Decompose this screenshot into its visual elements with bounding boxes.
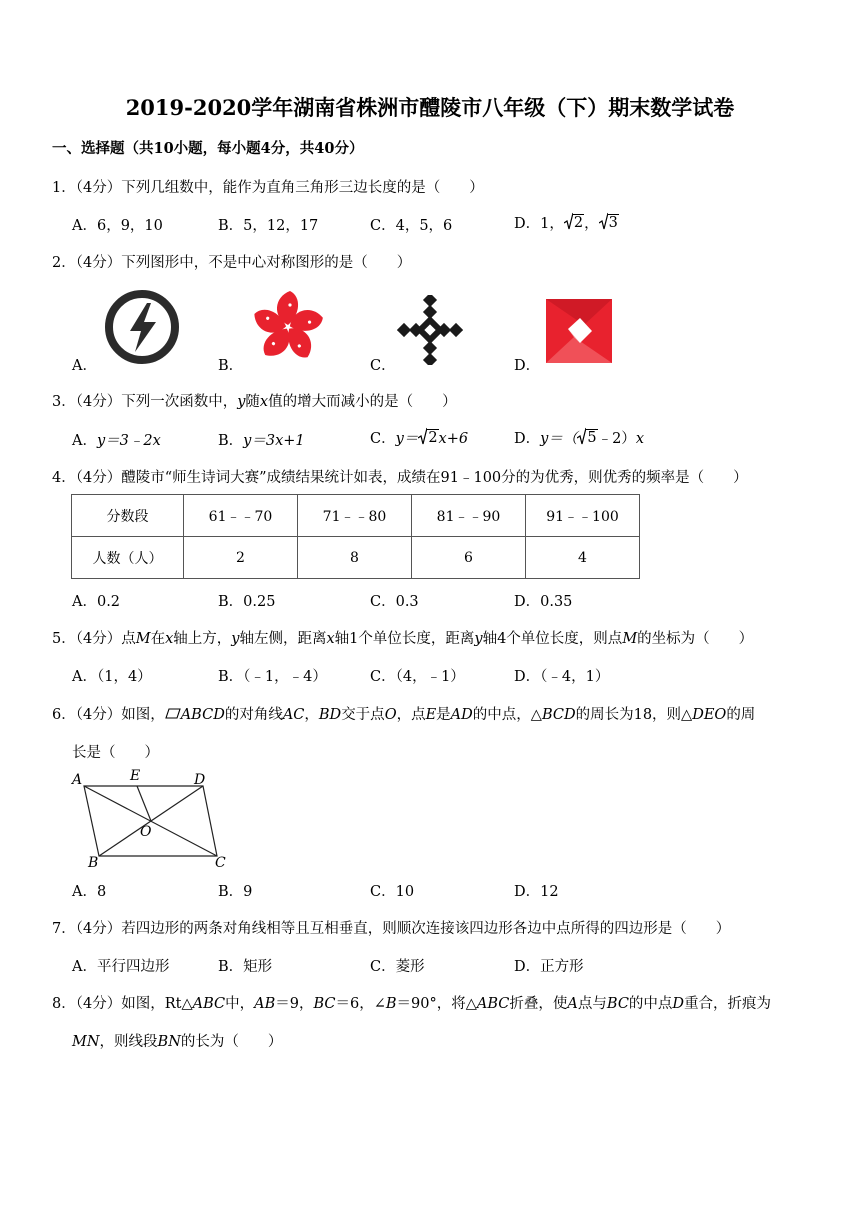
question-2-stem: 2．（4分）下列图形中，不是中心对称图形的是（ ） — [52, 255, 412, 271]
q2-option-a: A． — [72, 358, 97, 374]
table-cell: 61﹣﹣70 — [184, 495, 298, 537]
label-e: E — [130, 768, 141, 784]
question-7-stem: 7．（4分）若四边形的两条对角线相等且互相垂直，则顺次连接该四边形各边中点所得的四边形是（ ） — [52, 921, 731, 937]
label-d: D — [194, 772, 206, 788]
q1-option-c: C．4，5，6 — [370, 218, 453, 234]
label-b: B — [88, 855, 99, 870]
label-a: A — [72, 772, 83, 788]
table-cell: 8 — [298, 537, 412, 579]
q6-option-c: C．10 — [370, 884, 415, 900]
red-square-icon — [546, 299, 612, 363]
q3-option-d: D．y＝（ 5 ﹣2）x — [514, 430, 644, 447]
diamond-cross-icon — [397, 295, 463, 365]
question-8-stem-line2: MN，则线段BN的长为（ ） — [72, 1034, 283, 1050]
parallelogram-figure — [70, 764, 235, 870]
q6-option-a: A．8 — [72, 884, 107, 900]
q1-option-b: B．5，12，17 — [218, 218, 319, 234]
table-cell: 81﹣﹣90 — [412, 495, 526, 537]
table-cell: 人数（人） — [72, 537, 184, 579]
q7-option-b: B．矩形 — [218, 959, 273, 975]
label-o: O — [140, 824, 152, 840]
q5-option-c: C．（4，﹣1） — [370, 669, 465, 685]
table-cell: 91﹣﹣100 — [526, 495, 640, 537]
score-table — [71, 494, 640, 579]
question-4-stem: 4．（4分）醴陵市“师生诗词大赛”成绩结果统计如表，成绩在91﹣100分的为优秀，则优秀的频率是（ ） — [52, 470, 748, 486]
q5-option-d: D．（﹣4，1） — [514, 669, 610, 685]
question-8-stem: 8．（4分）如图，Rt△ABC中，AB＝9，BC＝6，∠B＝90°，将△ABC折叠，使A点与BC的中点D重合，折痕为 — [52, 996, 772, 1012]
lightning-bolt-icon — [104, 289, 180, 365]
table-cell: 6 — [412, 537, 526, 579]
q2-option-d: D． — [514, 358, 541, 374]
q1-option-a: A．6，9，10 — [72, 218, 163, 234]
q4-option-a: A．0.2 — [72, 594, 121, 610]
label-c: C — [215, 855, 226, 870]
q5-option-a: A．（1，4） — [72, 669, 152, 685]
q1-option-d: D．1， 2 ， 3 — [514, 215, 618, 232]
table-row — [72, 537, 640, 579]
q5-option-b: B．（﹣1，﹣4） — [218, 669, 327, 685]
q6-option-b: B．9 — [218, 884, 253, 900]
question-6-stem-line2: 长是（ ） — [72, 745, 159, 761]
bauhinia-flower-icon — [247, 288, 329, 366]
question-5-stem: 5．（4分）点M在x轴上方，y轴左侧，距离x轴1个单位长度，距离y轴4个单位长度，则点M的坐标为（ ） — [52, 631, 754, 647]
q7-option-c: C．菱形 — [370, 959, 425, 975]
question-1-stem: 1．（4分）下列几组数中，能作为直角三角形三边长度的是（ ） — [52, 180, 484, 196]
table-header-row — [72, 495, 640, 537]
question-6-stem: 6．（4分）如图， ABCD的对角线AC，BD交于点O，点E是AD的中点，△BCD的周长为18，则△DEO的周 — [52, 707, 756, 723]
table-cell: 2 — [184, 537, 298, 579]
table-cell: 71﹣﹣80 — [298, 495, 412, 537]
q2-option-b: B． — [218, 358, 244, 374]
table-cell: 分数段 — [72, 495, 184, 537]
page-title: 2019-2020学年湖南省株洲市醴陵市八年级（下）期末数学试卷 — [125, 95, 735, 120]
q4-option-c: C．0.3 — [370, 594, 419, 610]
question-3-stem: 3．（4分）下列一次函数中，y随x值的增大而减小的是（ ） — [52, 394, 457, 410]
section-heading: 一、选择题（共10小题，每小题4分，共40分） — [52, 140, 364, 157]
q7-option-d: D．正方形 — [514, 959, 584, 975]
parallelogram-symbol-icon — [165, 708, 181, 719]
q4-option-d: D．0.35 — [514, 594, 573, 610]
q3-option-c: C．y＝ 2 x+6 — [370, 430, 469, 447]
table-cell: 4 — [526, 537, 640, 579]
q2-option-c: C． — [370, 358, 396, 374]
q7-option-a: A．平行四边形 — [72, 959, 170, 975]
q3-option-a: A．y＝3﹣2x — [72, 433, 161, 449]
q4-option-b: B．0.25 — [218, 594, 276, 610]
q6-option-d: D．12 — [514, 884, 559, 900]
q3-option-b: B．y＝3x+1 — [218, 433, 305, 449]
